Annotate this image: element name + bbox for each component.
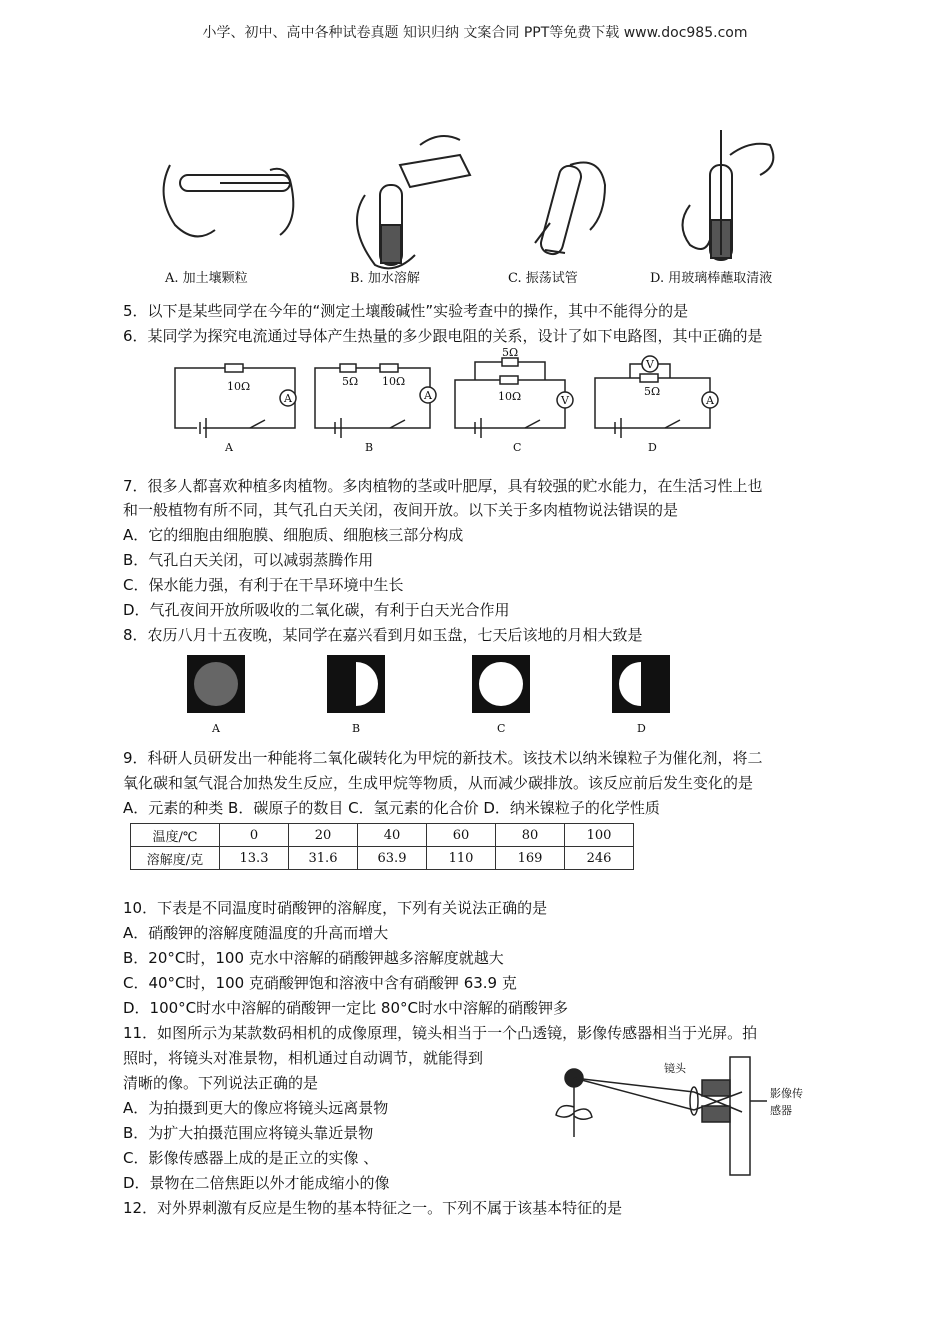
circuit-c-meter: V	[561, 394, 569, 407]
table-row	[131, 847, 634, 870]
q5-image-a	[164, 165, 294, 236]
circuit-label-d: D	[648, 441, 657, 454]
q10-option-c: C．40°C时，100 克硝酸钾饱和溶液中含有硝酸钾 63.9 克	[123, 974, 517, 992]
q5-option-a: A. 加土壤颗粒	[165, 271, 248, 286]
q12-stem: 12．对外界刺激有反应是生物的基本特征之一。下列不属于该基本特征的是	[123, 1199, 623, 1217]
circuit-d-r5: 5Ω	[644, 385, 661, 398]
moon-a	[194, 662, 238, 706]
table-cell: 31.6	[289, 847, 358, 870]
q6-stem: 6．某同学为探究电流通过导体产生热量的多少跟电阻的关系，设计了如下电路图，其中正确的是	[123, 327, 763, 345]
table-cell: 110	[427, 847, 496, 870]
table-cell: 169	[496, 847, 565, 870]
table-cell: 80	[496, 824, 565, 847]
q5-image-b	[357, 136, 470, 268]
circuit-a-meter: A	[284, 392, 292, 405]
table-cell: 246	[565, 847, 634, 870]
q11-stem-1: 11．如图所示为某款数码相机的成像原理，镜头相当于一个凸透镜，影像传感器相当于光屏。拍	[123, 1024, 758, 1042]
q5-image-d	[683, 130, 774, 260]
table-cell: 20	[289, 824, 358, 847]
circuit-c-r5: 5Ω	[502, 348, 519, 359]
circuit-b-meter: A	[424, 389, 432, 402]
table-cell: 温度/℃	[131, 824, 220, 847]
q11-option-d: D．景物在二倍焦距以外才能成缩小的像	[123, 1174, 390, 1192]
table-row	[131, 824, 634, 847]
moon-label-d: D	[637, 722, 646, 735]
circuit-d-v: V	[646, 358, 654, 371]
q7-option-a: A．它的细胞由细胞膜、细胞质、细胞核三部分构成	[123, 526, 464, 544]
circuit-b-r10: 10Ω	[382, 375, 406, 388]
moon-label-b: B	[352, 722, 361, 735]
q11-option-c: C．影像传感器上成的是正立的实像 、	[123, 1149, 379, 1167]
table-cell: 60	[427, 824, 496, 847]
circuit-b-r5: 5Ω	[342, 375, 359, 388]
table-cell: 63.9	[358, 847, 427, 870]
q11-figure	[552, 1052, 842, 1182]
q10-option-d: D．100°C时水中溶解的硝酸钾一定比 80°C时水中溶解的硝酸钾多	[123, 999, 568, 1017]
q11-sensor-label-2: 感器	[770, 1104, 792, 1117]
table-cell: 0	[220, 824, 289, 847]
q10-stem: 10．下表是不同温度时硝酸钾的溶解度，下列有关说法正确的是	[123, 899, 548, 917]
q5-option-d: D. 用玻璃棒蘸取清液	[650, 271, 773, 286]
table-cell: 100	[565, 824, 634, 847]
q7-stem-2: 和一般植物有所不同，其气孔白天关闭，夜间开放。以下关于多肉植物说法错误的是	[123, 501, 679, 519]
q9-stem-2: 氧化碳和氢气混合加热发生反应，生成甲烷等物质，从而减少碳排放。该反应前后发生变化的是	[123, 774, 754, 792]
q11-stem-2: 照时，将镜头对准景物，相机通过自动调节，就能得到	[123, 1049, 484, 1067]
q10-option-a: A．硝酸钾的溶解度随温度的升高而增大	[123, 924, 389, 942]
q7-stem-1: 7．很多人都喜欢种植多肉植物。多肉植物的茎或叶肥厚，具有较强的贮水能力，在生活习性上也	[123, 477, 763, 495]
q11-lens-label: 镜头	[664, 1062, 686, 1075]
circuit-label-b: B	[365, 441, 374, 454]
moon-label-c: C	[497, 722, 506, 735]
q11-option-b: B．为扩大拍摄范围应将镜头靠近景物	[123, 1124, 374, 1142]
circuit-c-r10: 10Ω	[498, 390, 522, 403]
circuit-d-meter: A	[706, 394, 714, 407]
table-cell: 13.3	[220, 847, 289, 870]
page-header: 小学、初中、高中各种试卷真题 知识归纳 文案合同 PPT等免费下载 www.doc985.com	[202, 25, 748, 41]
table-cell: 溶解度/克	[131, 847, 220, 870]
moon-c	[479, 662, 523, 706]
table-cell: 40	[358, 824, 427, 847]
q10-option-b: B．20°C时，100 克水中溶解的硝酸钾越多溶解度就越大	[123, 949, 504, 967]
q5-option-c: C. 振荡试管	[508, 271, 578, 286]
solubility-table	[130, 823, 634, 870]
q5-figure	[150, 125, 840, 290]
q9-stem-1: 9．科研人员研发出一种能将二氧化碳转化为甲烷的新技术。该技术以纳米镍粒子为催化剂，将二	[123, 749, 763, 767]
circuit-a	[175, 364, 296, 438]
q5-stem: 5．以下是某些同学在今年的“测定土壤酸碱性”实验考查中的操作，其中不能得分的是	[123, 302, 689, 320]
q5-option-b: B. 加水溶解	[350, 271, 420, 286]
q6-figure	[170, 348, 730, 458]
q11-stem-3: 清晰的像。下列说法正确的是	[123, 1074, 319, 1092]
circuit-label-c: C	[513, 441, 522, 454]
q7-option-d: D．气孔夜间开放所吸收的二氧化碳，有利于白天光合作用	[123, 601, 510, 619]
q8-stem: 8．农历八月十五夜晚，某同学在嘉兴看到月如玉盘，七天后该地的月相大致是	[123, 626, 643, 644]
q8-figure	[175, 652, 695, 737]
q5-image-c	[535, 163, 605, 257]
q9-options: A．元素的种类 B．碳原子的数目 C．氢元素的化合价 D．纳米镍粒子的化学性质	[123, 799, 660, 817]
circuit-a-r10: 10Ω	[227, 380, 251, 393]
q7-option-c: C．保水能力强，有利于在干旱环境中生长	[123, 576, 404, 594]
q7-option-b: B．气孔白天关闭，可以减弱蒸腾作用	[123, 551, 374, 569]
q11-sensor-label-1: 影像传	[770, 1087, 803, 1100]
circuit-b	[315, 364, 436, 438]
circuit-label-a: A	[225, 441, 233, 454]
moon-label-a: A	[212, 722, 220, 735]
q11-option-a: A．为拍摄到更大的像应将镜头远离景物	[123, 1099, 389, 1117]
